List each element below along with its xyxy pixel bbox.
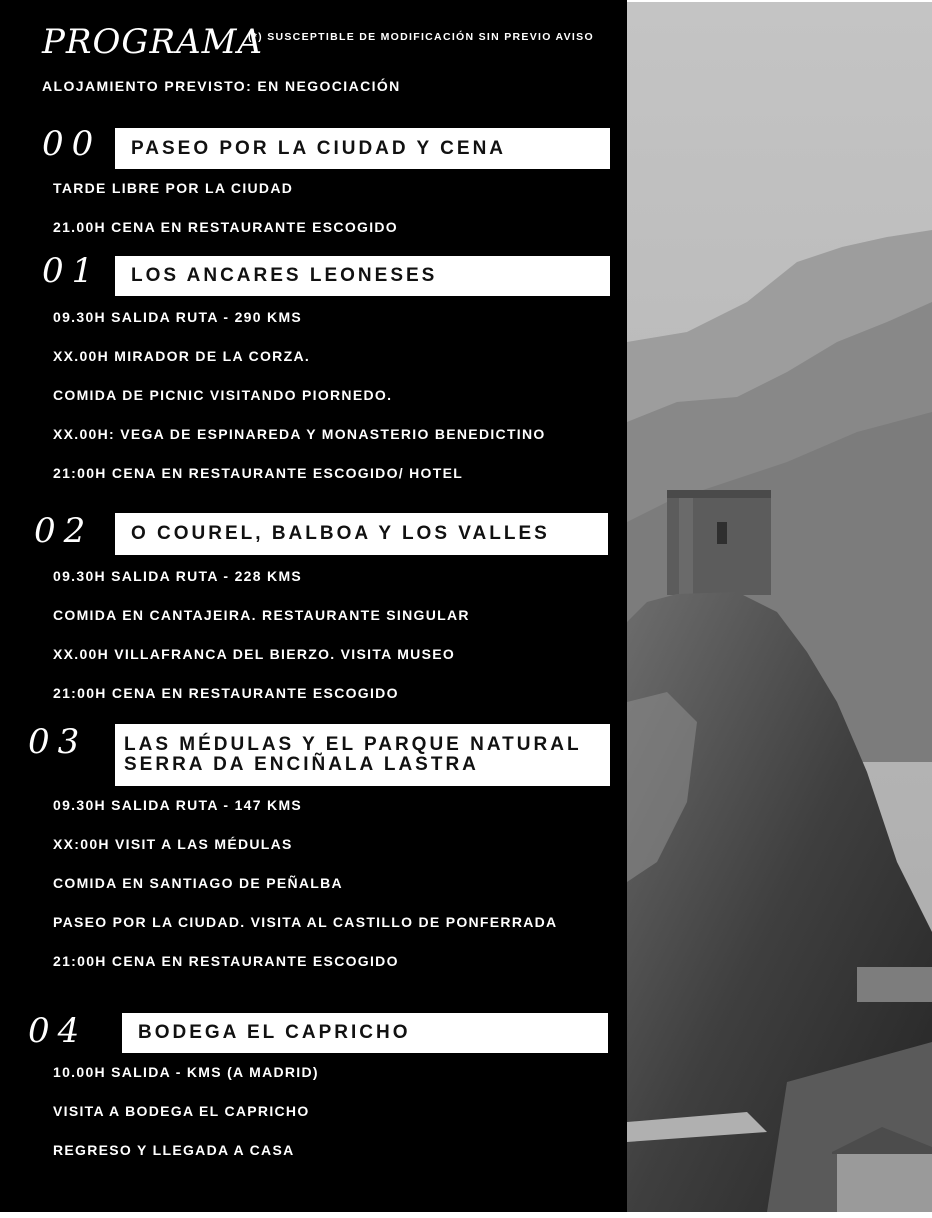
- itinerary-item: XX.00H MIRADOR DE LA CORZA.: [53, 348, 311, 364]
- itinerary-item: TARDE LIBRE POR LA CIUDAD: [53, 180, 294, 196]
- day-title: PASEO POR LA CIUDAD Y CENA: [115, 128, 610, 169]
- itinerary-item: VISITA A BODEGA EL CAPRICHO: [53, 1103, 310, 1119]
- day-title: LOS ANCARES LEONESES: [115, 256, 610, 296]
- day-title-line: SERRA DA ENCIÑALA LASTRA: [124, 754, 479, 775]
- day-number: 04: [28, 1011, 88, 1051]
- landscape-photo: [627, 2, 932, 1212]
- itinerary-item: 09.30H SALIDA RUTA - 228 KMS: [53, 568, 303, 584]
- itinerary-item: 21:00H CENA EN RESTAURANTE ESCOGIDO: [53, 685, 399, 701]
- day-title-line: LAS MÉDULAS Y EL PARQUE NATURAL: [124, 734, 582, 755]
- lodging-note: ALOJAMIENTO PREVISTO: EN NEGOCIACIÓN: [42, 78, 401, 94]
- itinerary-item: 21:00H CENA EN RESTAURANTE ESCOGIDO/ HOTEL: [53, 465, 464, 481]
- disclaimer-note: (*) SUSCEPTIBLE DE MODIFICACIÓN SIN PREVIO AVISO: [248, 31, 594, 43]
- itinerary-item: 09.30H SALIDA RUTA - 290 KMS: [53, 309, 303, 325]
- itinerary-item: REGRESO Y LLEGADA A CASA: [53, 1142, 295, 1158]
- castle-icon: [627, 2, 932, 1212]
- day-title: BODEGA EL CAPRICHO: [122, 1013, 608, 1053]
- itinerary-item: PASEO POR LA CIUDAD. VISITA AL CASTILLO DE PONFERRADA: [53, 914, 558, 930]
- itinerary-item: COMIDA EN CANTAJEIRA. RESTAURANTE SINGULAR: [53, 607, 470, 623]
- day-title-two-line: [115, 724, 610, 786]
- day-number: 01: [42, 251, 102, 291]
- page-title: PROGRAMA: [42, 22, 264, 62]
- itinerary-item: 21:00H CENA EN RESTAURANTE ESCOGIDO: [53, 953, 399, 969]
- day-number: 03: [28, 722, 88, 762]
- itinerary-item: 09.30H SALIDA RUTA - 147 KMS: [53, 797, 303, 813]
- itinerary-item: COMIDA EN SANTIAGO DE PEÑALBA: [53, 875, 343, 891]
- itinerary-item: XX.00H: VEGA DE ESPINAREDA Y MONASTERIO BENEDICTINO: [53, 426, 546, 442]
- day-number: 00: [42, 124, 102, 164]
- day-number: 02: [34, 511, 94, 551]
- itinerary-item: 10.00H SALIDA - KMS (A MADRID): [53, 1064, 319, 1080]
- itinerary-item: 21.00H CENA EN RESTAURANTE ESCOGIDO: [53, 219, 398, 235]
- itinerary-item: XX.00H VILLAFRANCA DEL BIERZO. VISITA MUSEO: [53, 646, 456, 662]
- itinerary-item: COMIDA DE PICNIC VISITANDO PIORNEDO.: [53, 387, 393, 403]
- day-title: O COUREL, BALBOA Y LOS VALLES: [115, 513, 608, 555]
- itinerary-item: XX:00H VISIT A LAS MÉDULAS: [53, 836, 293, 852]
